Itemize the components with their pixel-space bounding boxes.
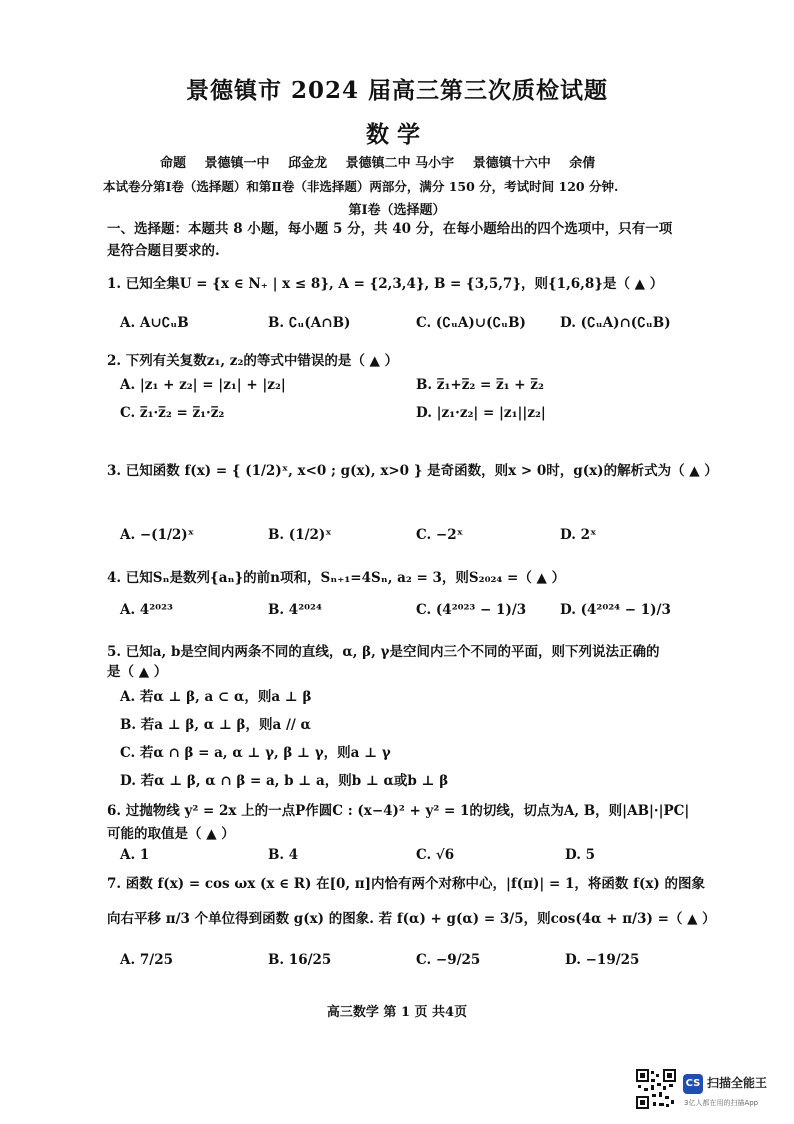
- question-5-option-b: B. 若a ⊥ β, α ⊥ β，则a // α: [120, 717, 311, 733]
- question-3-option-a: A. −(1/2)ˣ: [120, 527, 195, 543]
- question-5-option-d: D. 若α ⊥ β, α ∩ β = a, b ⊥ a，则b ⊥ α或b ⊥ β: [120, 773, 449, 789]
- question-1-option-b: B. ∁ᵤ(A∩B): [268, 315, 351, 331]
- scanner-badge-icon: CS: [683, 1074, 703, 1094]
- question-1-option-d: D. (∁ᵤA)∩(∁ᵤB): [560, 315, 671, 331]
- question-2-option-c: C. z̅₁·z̅₂ = z̅₁·z̅₂: [120, 405, 225, 421]
- section-instructions: [107, 218, 707, 262]
- author-school-3: 景德镇十六中: [472, 156, 551, 171]
- question-3-option-d: D. 2ˣ: [560, 527, 597, 543]
- question-6-option-b: B. 4: [268, 847, 299, 863]
- question-3-option-c: C. −2ˣ: [416, 527, 464, 543]
- subject-title: 数学: [366, 121, 428, 148]
- question-7-stem: 7. 函数 f(x) = cos ωx (x ∈ R) 在[0, π]内恰有两个对称中心，|f(π)| = 1，将函数 f(x) 的图象: [107, 876, 705, 892]
- question-7-option-b: B. 16/25: [268, 952, 332, 968]
- question-7-stem-continued: 向右平移 π/3 个单位得到函数 g(x) 的图象. 若 f(α) + g(α) = 3/5，则cos(4α + π/3) =（ ▲ ）: [107, 911, 716, 927]
- exam-title: 景德镇市 2024 届高三第三次质检试题: [185, 77, 609, 104]
- volume-title: 第Ⅰ卷（选择题）: [348, 203, 446, 218]
- question-6-option-a: A. 1: [120, 847, 150, 863]
- question-5-stem-continued: 是（ ▲ ）: [107, 664, 168, 680]
- question-3-option-b: B. (1/2)ˣ: [268, 527, 332, 543]
- author-name-3: 余倩: [569, 156, 596, 171]
- question-1-option-c: C. (∁ᵤA)∪(∁ᵤB): [416, 315, 526, 331]
- question-2-option-d: D. |z₁·z₂| = |z₁||z₂|: [416, 405, 546, 421]
- question-4-option-c: C. (4²⁰²³ − 1)/3: [416, 602, 527, 618]
- author-school-1: 景德镇一中: [204, 156, 270, 171]
- scanner-tagline: 3亿人都在用的扫描App: [684, 1099, 759, 1107]
- question-6-option-c: C. √6: [416, 847, 455, 863]
- question-5-option-c: C. 若α ∩ β = a, α ⊥ γ, β ⊥ γ，则a ⊥ γ: [120, 745, 391, 761]
- question-7-option-c: C. −9/25: [416, 952, 481, 968]
- question-7-option-d: D. −19/25: [565, 952, 640, 968]
- qr-code-icon: [636, 1069, 676, 1109]
- question-6-stem: 6. 过抛物线 y² = 2x 上的一点P作圆C : (x−4)² + y² = 1的切线，切点为A, B，则|AB|·|PC|: [107, 803, 690, 819]
- question-4-option-d: D. (4²⁰²⁴ − 1)/3: [560, 602, 671, 618]
- question-2-option-a: A. |z₁ + z₂| = |z₁| + |z₂|: [120, 377, 286, 393]
- question-5-option-a: A. 若α ⊥ β, a ⊂ α，则a ⊥ β: [120, 689, 312, 705]
- question-7-option-a: A. 7/25: [120, 952, 173, 968]
- author-name-1: 邱金龙: [288, 156, 328, 171]
- question-5-stem: 5. 已知a, b是空间内两条不同的直线，α, β, γ是空间内三个不同的平面，则下列说法正确的: [107, 644, 660, 660]
- question-4-stem: 4. 已知Sₙ是数列{aₙ}的前n项和，Sₙ₊₁=4Sₙ, a₂ = 3，则S₂₀₂₄ =（ ▲ ）: [107, 570, 566, 586]
- authors-line: [160, 152, 609, 171]
- scanner-name: 扫描全能王: [707, 1076, 768, 1090]
- question-1-stem: 1. 已知全集U = {x ∈ N₊ | x ≤ 8}, A = {2,3,4}, B = {3,5,7}，则{1,6,8}是（ ▲ ）: [107, 276, 664, 292]
- question-6-option-d: D. 5: [565, 847, 596, 863]
- question-2-option-b: B. z̅₁+z̅₂ = z̅₁ + z̅₂: [416, 377, 544, 393]
- author-label: 命题: [160, 156, 187, 171]
- question-2-stem: 2. 下列有关复数z₁, z₂的等式中错误的是（ ▲ ）: [107, 353, 399, 369]
- question-3-stem: 3. 已知函数 f(x) = { (1/2)ˣ, x<0 ; g(x), x>0 } 是奇函数，则x > 0时，g(x)的解析式为（ ▲ ）: [107, 463, 718, 479]
- question-4-option-a: A. 4²⁰²³: [120, 602, 173, 618]
- exam-note: 本试卷分第Ⅰ卷（选择题）和第Ⅱ卷（非选择题）两部分，满分 150 分，考试时间 120 分钟.: [103, 179, 619, 194]
- question-4-option-b: B. 4²⁰²⁴: [268, 602, 322, 618]
- section-line-1: 一、选择题：本题共 8 小题，每小题 5 分，共 40 分，在每小题给出的四个选项中，只有一项: [107, 221, 673, 237]
- author-2: 景德镇二中 马小宇: [345, 156, 455, 171]
- question-1-option-a: A. A∪∁ᵤB: [120, 315, 189, 331]
- section-line-2: 是符合题目要求的.: [107, 243, 220, 259]
- question-6-stem-continued: 可能的取值是（ ▲ ）: [107, 826, 235, 842]
- page-footer: 高三数学 第 1 页 共4页: [326, 1005, 468, 1020]
